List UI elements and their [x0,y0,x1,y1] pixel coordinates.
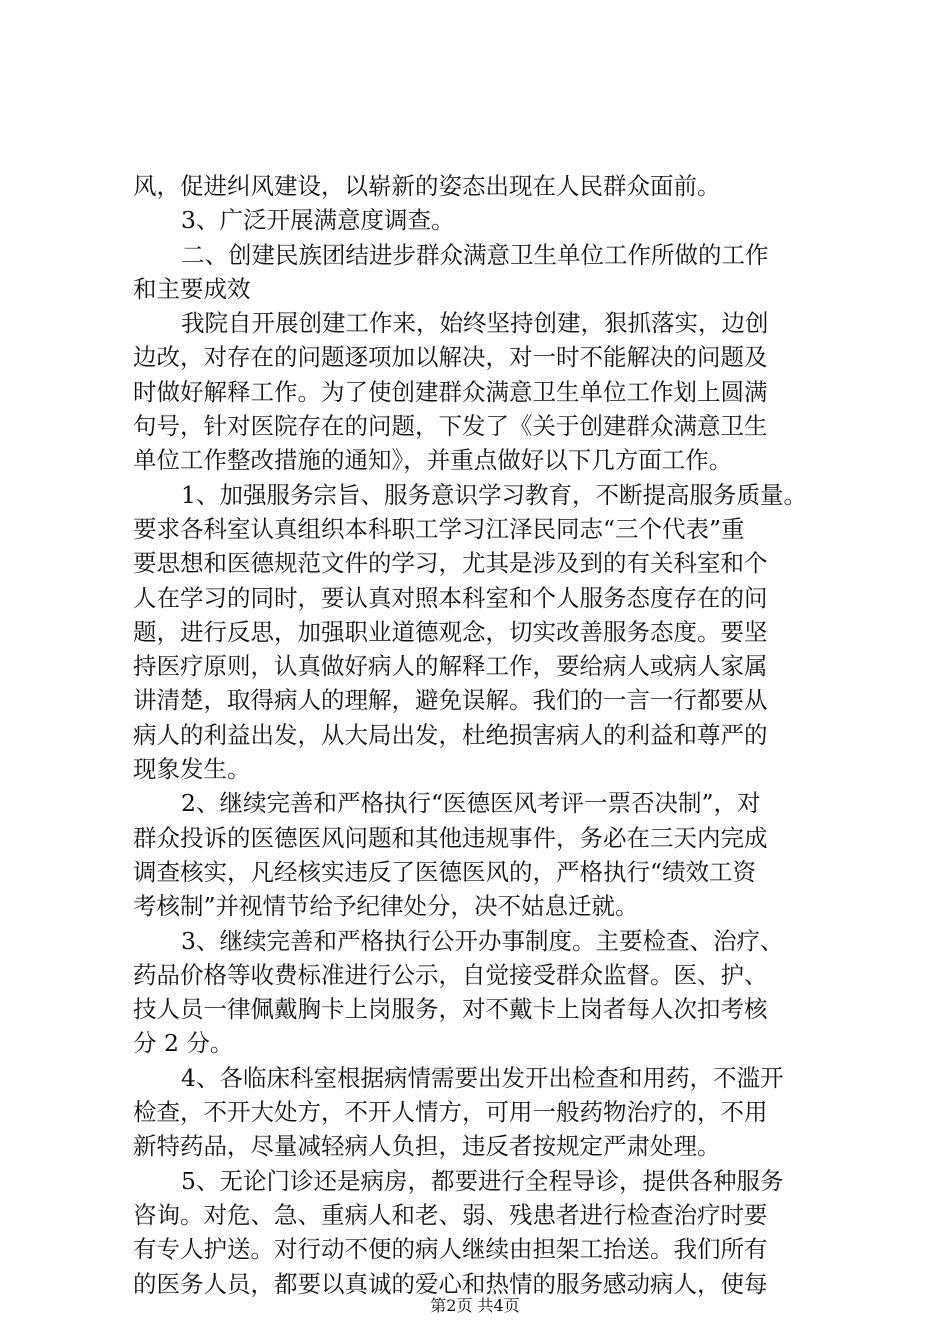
paragraph-line: 我院自开展创建工作来，始终坚持创建，狠抓落实，边创 [181,309,769,338]
paragraph-line: 群众投诉的医德医风问题和其他违规事件，务必在三天内完成 [133,823,768,852]
paragraph-line: 药品价格等收费标准进行公示，自觉接受群众监督。医、护、 [133,960,768,989]
paragraph-line: 3、继续完善和严格执行公开办事制度。主要检查、治疗、 [181,926,784,955]
paragraph-line: 现象发生。 [133,755,251,784]
paragraph-line: 风，促进纠风建设，以崭新的姿态出现在人民群众面前。 [133,172,721,200]
section-heading-cont: 和主要成效 [133,274,251,303]
paragraph-line: 病人的利益出发，从大局出发，杜绝损害病人的利益和尊严的 [133,720,768,749]
paragraph-line: 时做好解释工作。为了使创建群众满意卫生单位工作划上圆满 [133,377,768,406]
paragraph-line: 句号，针对医院存在的问题，下发了《关于创建群众满意卫生 [133,412,768,441]
paragraph-line: 4、各临床科室根据病情需要出发开出检查和用药，不滥开 [181,1063,784,1092]
paragraph-line: 咨询。对危、急、重病人和老、弱、残患者进行检查治疗时要 [133,1200,768,1229]
paragraph-line: 2、继续完善和严格执行“医德医风考评一票否决制”，对 [181,789,761,818]
list-item-3: 3、广泛开展满意度调查。 [181,206,455,235]
section-heading: 二、创建民族团结进步群众满意卫生单位工作所做的工作 [181,240,769,269]
paragraph-line: 要思想和医德规范文件的学习，尤其是涉及到的有关科室和个 [133,549,768,578]
paragraph-line: 边改，对存在的问题逐项加以解决，对一时不能解决的问题及 [133,343,768,372]
document-body [133,169,833,1301]
paragraph-line: 单位工作整改措施的通知》，并重点做好以下几方面工作。 [133,446,733,475]
paragraph-line: 人在学习的同时，要认真对照本科室和个人服务态度存在的问 [133,583,768,612]
paragraph-line: 有专人护送。对行动不便的病人继续由担架工抬送。我们所有 [133,1235,768,1264]
paragraph-line: 持医疗原则，认真做好病人的解释工作，要给病人或病人家属 [133,652,768,681]
paragraph-line: 调查核实，凡经核实违反了医德医风的，严格执行“绩效工资 [133,857,757,886]
paragraph-line: 技人员一律佩戴胸卡上岗服务，对不戴卡上岗者每人次扣考核 [133,995,768,1024]
paragraph-line: 5、无论门诊还是病房，都要进行全程导诊，提供各种服务 [181,1166,784,1195]
paragraph-line: 要求各科室认真组织本科职工学习江泽民同志“三个代表”重 [133,514,745,543]
paragraph-line: 的医务人员，都要以真诚的爱心和热情的服务感动病人，使每 [133,1269,768,1298]
paragraph-line: 题，进行反思，加强职业道德观念，切实改善服务态度。要坚 [133,617,768,646]
paragraph-line: 新特药品，尽量减轻病人负担，违反者按规定严肃处理。 [133,1132,721,1161]
paragraph-line: 检查，不开大处方，不开人情方，可用一般药物治疗的，不用 [133,1098,768,1127]
paragraph-line: 考核制”并视情节给予纪律处分，决不姑息迁就。 [133,892,639,921]
page-footer: 第2页 共4页 [430,1296,520,1315]
paragraph-line: 分 2 分。 [133,1029,234,1058]
paragraph-line: 讲清楚，取得病人的理解，避免误解。我们的一言一行都要从 [133,686,768,715]
paragraph-line: 1、加强服务宗旨、服务意识学习教育，不断提高服务质量。 [181,480,807,509]
